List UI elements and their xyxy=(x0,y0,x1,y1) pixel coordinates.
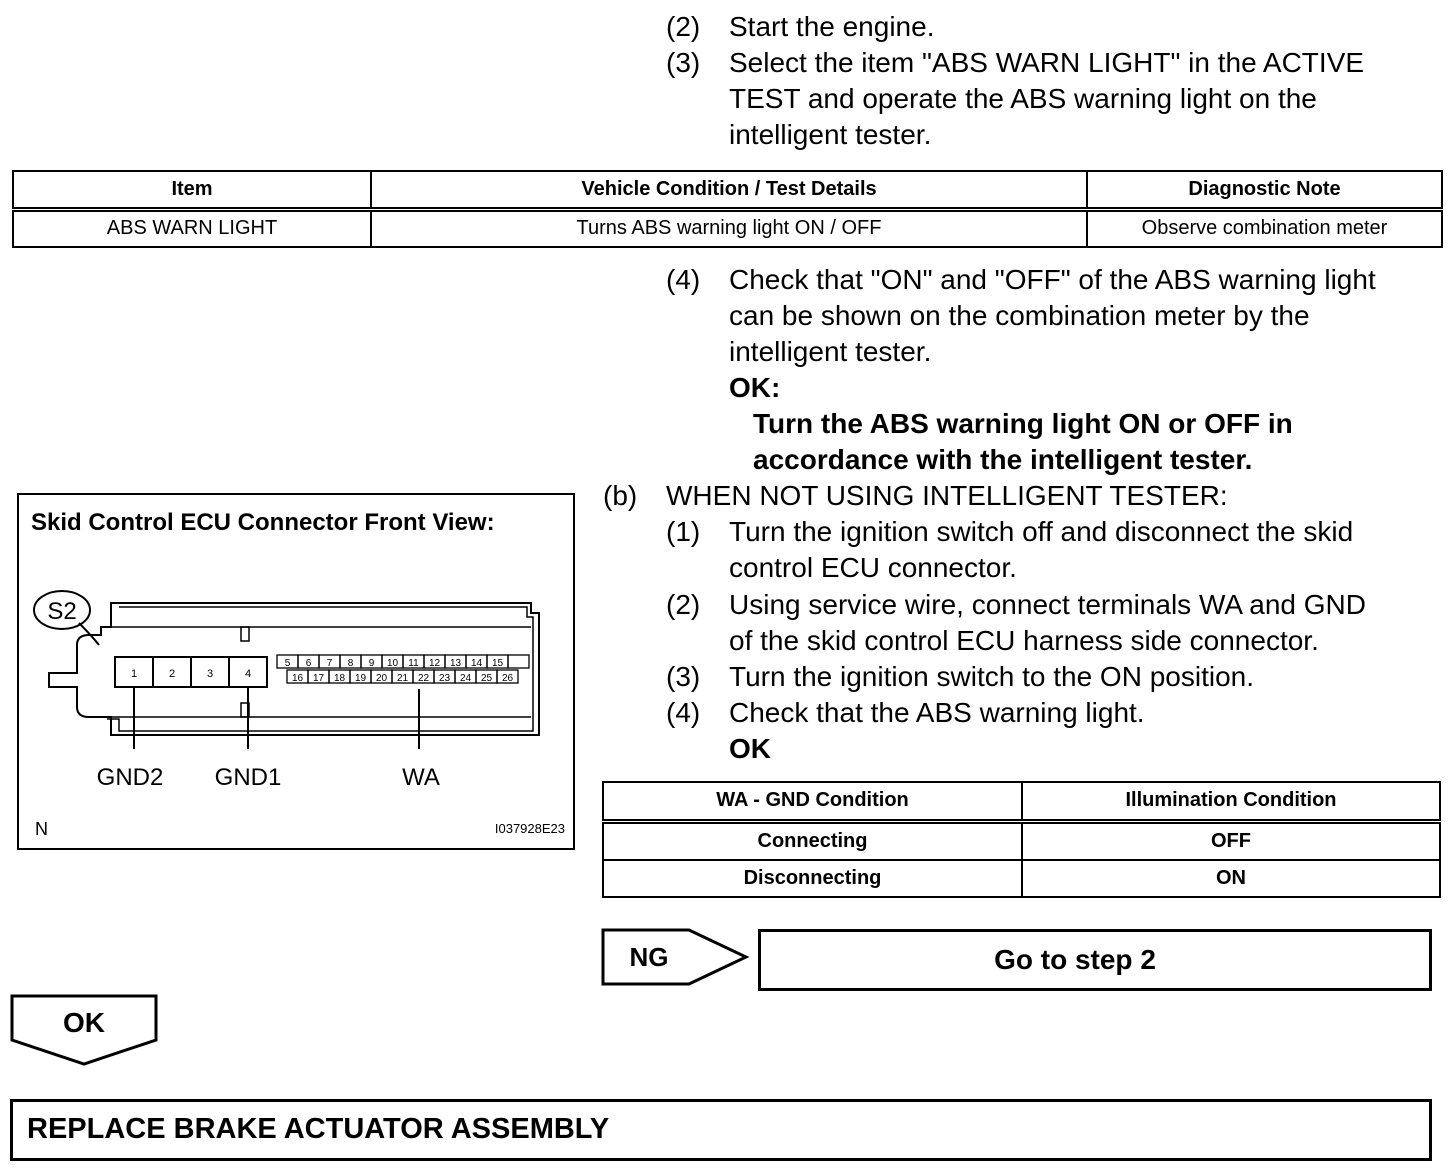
connector-id: S2 xyxy=(47,598,77,625)
table-cell: Disconnecting xyxy=(603,860,1022,897)
small-pin: 7 xyxy=(326,658,333,669)
table-header: WA - GND Condition xyxy=(603,782,1022,821)
small-pin: 9 xyxy=(368,658,375,669)
go-to-step-box[interactable] xyxy=(758,929,1432,991)
table-cell: Turns ABS warning light ON / OFF xyxy=(371,209,1087,247)
wa-label: WA xyxy=(402,764,440,791)
diagram-title: Skid Control ECU Connector Front View: xyxy=(31,509,495,536)
svg-text:OK: OK xyxy=(63,1007,105,1038)
step-line: of the skid control ECU harness side connector. xyxy=(729,625,1319,656)
small-pin: 15 xyxy=(491,658,504,669)
gnd2-label: GND2 xyxy=(96,764,164,791)
small-pin: 11 xyxy=(408,658,419,669)
small-pin: 6 xyxy=(305,658,312,669)
small-pin: 17 xyxy=(312,673,325,684)
small-pin: 12 xyxy=(428,658,441,669)
ng-tag xyxy=(601,928,751,988)
step-line: intelligent tester. xyxy=(729,119,932,150)
table-cell: Connecting xyxy=(603,821,1022,860)
step-line: Check that "ON" and "OFF" of the ABS warning light xyxy=(729,264,1376,295)
step-number: (3) xyxy=(666,661,701,692)
step-line: Select the item "ABS WARN LIGHT" in the ACTIVE xyxy=(729,47,1365,78)
big-pin: 1 xyxy=(130,668,138,680)
ok-label: OK xyxy=(729,733,771,764)
small-pin: 25 xyxy=(480,673,493,684)
table-cell: OFF xyxy=(1022,821,1440,860)
small-pin: 16 xyxy=(291,673,304,684)
gnd1-label: GND1 xyxy=(214,764,282,791)
table-cell: ABS WARN LIGHT xyxy=(13,209,371,247)
small-pin: 26 xyxy=(501,673,514,684)
section-title: WHEN NOT USING INTELLIGENT TESTER: xyxy=(666,480,1228,511)
corner-mark: N xyxy=(35,819,48,839)
small-pin: 20 xyxy=(375,673,388,684)
connector-drawing xyxy=(19,495,573,848)
step-number: (4) xyxy=(666,697,701,728)
small-pin: 18 xyxy=(333,673,346,684)
big-pin: 4 xyxy=(244,668,252,680)
table-cell: ON xyxy=(1022,860,1440,897)
svg-text:NG: NG xyxy=(629,942,669,972)
step-line: control ECU connector. xyxy=(729,552,1017,583)
small-pin: 10 xyxy=(386,658,399,669)
step-text: Start the engine. xyxy=(729,11,935,42)
connector-diagram xyxy=(17,493,575,850)
small-pin: 24 xyxy=(459,673,472,684)
connector-body xyxy=(49,603,539,735)
ok-label: OK: xyxy=(729,372,781,403)
step-number: (4) xyxy=(666,264,701,295)
active-test-table xyxy=(12,170,1443,248)
step-line: Turn the ignition switch to the ON position. xyxy=(729,661,1254,692)
table-header: Diagnostic Note xyxy=(1087,171,1442,209)
figure-id: I037928E23 xyxy=(494,821,565,836)
small-pin: 13 xyxy=(449,658,462,669)
table-header: Item xyxy=(13,171,371,209)
step-number: (3) xyxy=(666,47,701,78)
table-cell: Observe combination meter xyxy=(1087,209,1442,247)
table-header: Vehicle Condition / Test Details xyxy=(371,171,1087,209)
step-a4 xyxy=(666,262,1436,478)
step-line: Using service wire, connect terminals WA and GND xyxy=(729,589,1366,620)
big-pin: 2 xyxy=(168,668,176,680)
small-pin: 22 xyxy=(417,673,430,684)
step-number: (1) xyxy=(666,516,701,547)
ok-tag xyxy=(10,994,160,1068)
step-line: intelligent tester. xyxy=(729,336,932,367)
small-pin-cell xyxy=(508,655,529,668)
ok-line: Turn the ABS warning light ON or OFF in xyxy=(753,408,1293,439)
step-line: Turn the ignition switch off and disconnect the skid xyxy=(729,516,1354,547)
illumination-table xyxy=(602,781,1441,898)
step-line: can be shown on the combination meter by the xyxy=(729,300,1310,331)
small-pin-grid xyxy=(277,655,529,684)
step-line: Check that the ABS warning light. xyxy=(729,697,1145,728)
section-label: (b) xyxy=(603,480,638,511)
big-pin-row xyxy=(115,657,267,687)
table-header: Illumination Condition xyxy=(1022,782,1440,821)
small-pin: 8 xyxy=(347,658,354,669)
step-number: (2) xyxy=(666,589,701,620)
ok-line: accordance with the intelligent tester. xyxy=(753,444,1253,475)
small-pin: 21 xyxy=(396,673,409,684)
final-step-text: REPLACE BRAKE ACTUATOR ASSEMBLY xyxy=(27,1113,610,1145)
small-pin: 5 xyxy=(284,658,291,669)
step-line: TEST and operate the ABS warning light on the xyxy=(729,83,1317,114)
go-to-step-text: Go to step 2 xyxy=(994,944,1156,975)
step-number: (2) xyxy=(666,11,701,42)
small-pin: 14 xyxy=(470,658,483,669)
big-pin: 3 xyxy=(206,668,214,680)
small-pin: 19 xyxy=(354,673,367,684)
small-pin: 23 xyxy=(438,673,451,684)
final-step-box xyxy=(10,1099,1432,1161)
